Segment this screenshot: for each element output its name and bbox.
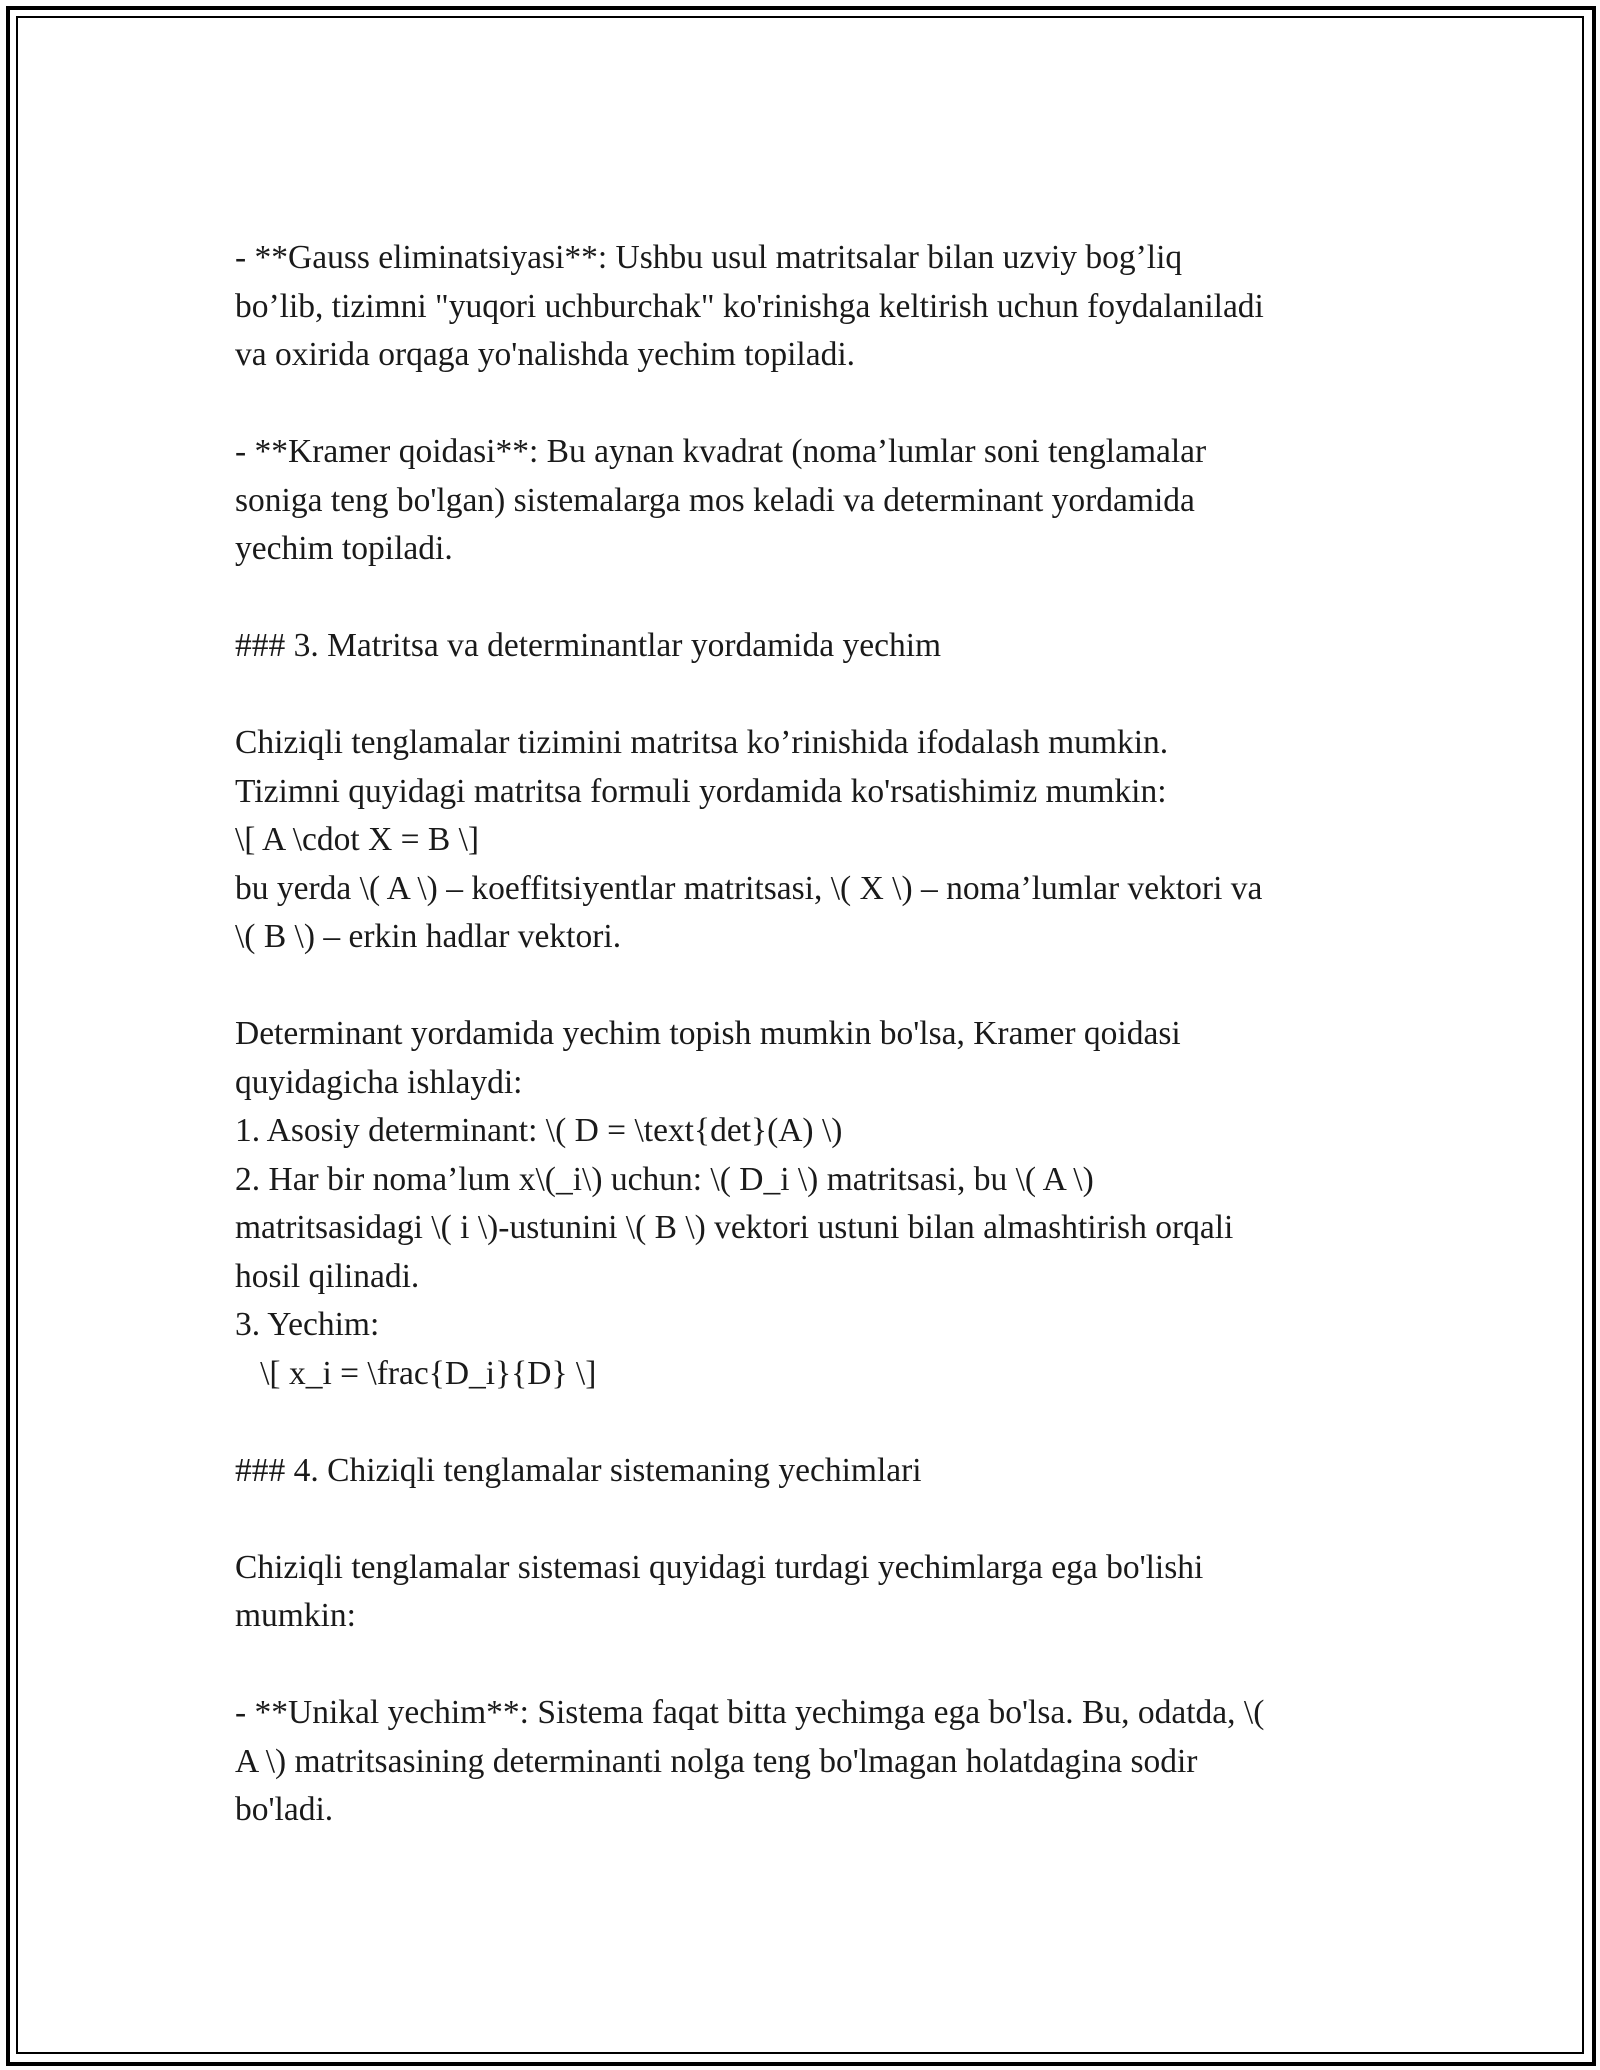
list-item: 1. Asosiy determinant: \( D = \text{det}(A) \) [235,1112,843,1149]
text-line: Chiziqli tenglamalar sistemasi quyidagi turdagi yechimlarga ega bo'lishi [235,1548,1204,1586]
text-line: bu yerda \( A \) – koeffitsiyentlar matritsasi, \( X \) – noma’lumlar vektori va [235,869,1263,907]
text-line: - **Unikal yechim**: Sistema faqat bitta yechimga ega bo'lsa. Bu, odatda, \( [235,1694,1265,1731]
text-line: va oxirida orqaga yo'nalishda yechim topiladi. [235,336,856,373]
document-body [235,234,1395,1883]
text-line: A \) matritsasining determinanti nolga teng bo'lmagan holatdagina sodir [235,1742,1198,1780]
list-item: 3. Yechim: [235,1306,380,1343]
text-line: Chiziqli tenglamalar tizimini matritsa ko’rinishida ifodalash mumkin. [235,724,1169,761]
formula-line: \[ x_i = \frac{D_i}{D} \] [235,1354,597,1392]
paragraph-gauss-elimination [235,234,1395,380]
paragraph-determinant-steps [235,1010,1395,1398]
paragraph-unique-solution [235,1689,1395,1835]
text-line: hosil qilinadi. [235,1257,420,1295]
text-line: yechim topiladi. [235,530,453,567]
text-line: Tizimni quyidagi matritsa formuli yordamida ko'rsatishimiz mumkin: [235,772,1167,810]
section-heading-3 [235,622,1395,671]
text-line: soniga teng bo'lgan) sistemalarga mos keladi va determinant yordamida [235,481,1195,519]
text-line: - **Gauss eliminatsiyasi**: Ushbu usul matritsalar bilan uzviy bog’liq [235,239,1183,276]
text-line: bo'ladi. [235,1791,334,1828]
heading-text: ### 3. Matritsa va determinantlar yordamida yechim [235,627,942,664]
section-heading-4 [235,1447,1395,1496]
formula-line: \[ A \cdot X = B \] [235,821,480,858]
heading-text: ### 4. Chiziqli tenglamalar sistemaning yechimlari [235,1451,922,1489]
text-line: mumkin: [235,1597,356,1634]
text-line: bo’lib, tizimni "yuqori uchburchak" ko'rinishga keltirish uchun foydalaniladi [235,287,1264,325]
text-line: quyidagicha ishlaydi: [235,1063,523,1101]
text-line: matritsasidagi \( i \)-ustunini \( B \) vektori ustuni bilan almashtirish orqali [235,1209,1234,1246]
text-line: - **Kramer qoidasi**: Bu aynan kvadrat (noma’lumlar soni tenglamalar [235,433,1207,470]
text-line: Determinant yordamida yechim topish mumkin bo'lsa, Kramer qoidasi [235,1015,1181,1052]
paragraph-solution-types [235,1544,1395,1641]
paragraph-kramer-rule [235,428,1395,574]
text-line: \( B \) – erkin hadlar vektori. [235,918,622,955]
paragraph-matrix-form [235,719,1395,962]
list-item: 2. Har bir noma’lum x\(_i\) uchun: \( D_i \) matritsasi, bu \( A \) [235,1160,1094,1198]
